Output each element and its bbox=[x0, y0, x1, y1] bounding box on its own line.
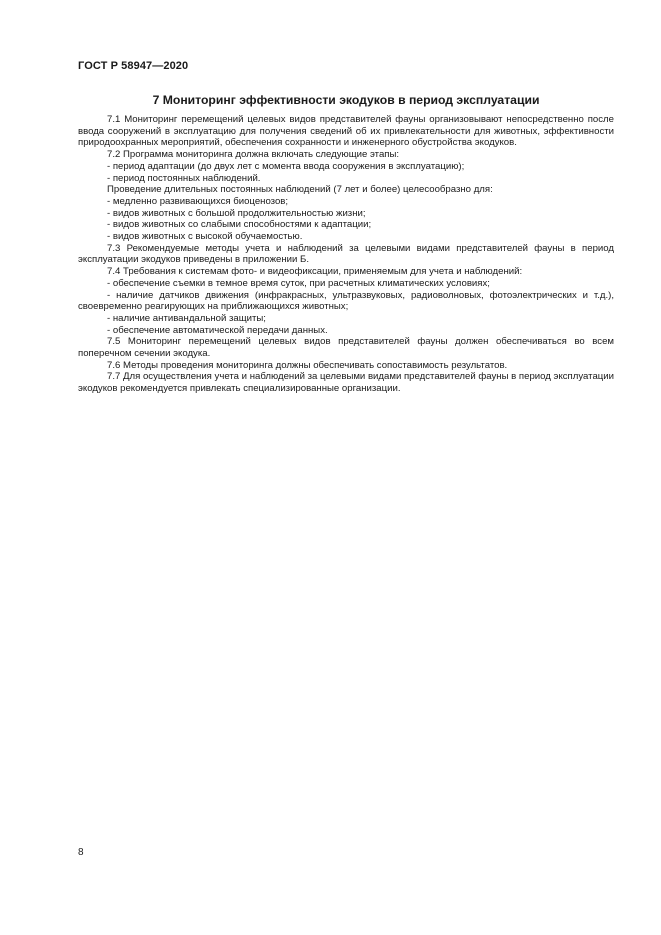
paragraph-7-3: 7.3 Рекомендуемые методы учета и наблюдений за целевыми видами представителей фауны в период эксплуатации экодуков приведены в приложении Б. bbox=[78, 242, 614, 266]
list-item-long-lifespan: - видов животных с большой продолжительностью жизни; bbox=[107, 207, 366, 219]
section-title: 7 Мониторинг эффективности экодуков в период эксплуатации bbox=[152, 93, 540, 107]
list-item-biocenoses: - медленно развивающихся биоценозов; bbox=[107, 195, 289, 207]
page-number: 8 bbox=[78, 847, 84, 858]
paragraph-7-6: 7.6 Методы проведения мониторинга должны обеспечивать сопоставимость результатов. bbox=[107, 359, 508, 371]
document-header: ГОСТ Р 58947—2020 bbox=[78, 60, 189, 72]
paragraph-7-2: 7.2 Программа мониторинга должна включать следующие этапы: bbox=[107, 149, 400, 161]
list-item-high-learning: - видов животных с высокой обучаемостью. bbox=[107, 231, 303, 243]
section-body bbox=[78, 114, 614, 395]
list-item-motion-sensors: - наличие датчиков движения (инфракрасных, ультразвуковых, радиоволновых, фотоэлектрических и т.д.), своевременно реагирующих на приближающихся животных; bbox=[78, 289, 614, 313]
list-item-auto-transfer: - обеспечение автоматической передачи данных. bbox=[107, 324, 328, 336]
list-item-antivandal: - наличие антивандальной защиты; bbox=[107, 312, 266, 324]
paragraph-long-term-observation: Проведение длительных постоянных наблюдений (7 лет и более) целесообразно для: bbox=[107, 184, 493, 196]
paragraph-7-5: 7.5 Мониторинг перемещений целевых видов представителей фауны должен обеспечиваться во всем поперечном сечении экодука. bbox=[78, 336, 614, 360]
paragraph-7-1: 7.1 Мониторинг перемещений целевых видов представителей фауны организовывают непосредственно после ввода сооружений в эксплуатацию для получения сведений об их привлекательности для животных, эффективности природоохранных мероприятий, обеспечения сохранности и инженерного обустройства экодуков. bbox=[78, 114, 614, 149]
list-item-permanent-observation: - период постоянных наблюдений. bbox=[107, 172, 261, 184]
list-item-weak-adaptation: - видов животных со слабыми способностями к адаптации; bbox=[107, 219, 372, 231]
list-item-adaptation-period: - период адаптации (до двух лет с момента ввода сооружения в эксплуатацию); bbox=[107, 160, 465, 172]
list-item-night-shooting: - обеспечение съемки в темное время суток, при расчетных климатических условиях; bbox=[107, 277, 490, 289]
paragraph-7-7: 7.7 Для осуществления учета и наблюдений за целевыми видами представителей фауны в период эксплуатации экодуков рекомендуется привлекать специализированные организации. bbox=[78, 371, 614, 395]
paragraph-7-4: 7.4 Требования к системам фото- и видеофиксации, применяемым для учета и наблюдений: bbox=[107, 266, 523, 278]
